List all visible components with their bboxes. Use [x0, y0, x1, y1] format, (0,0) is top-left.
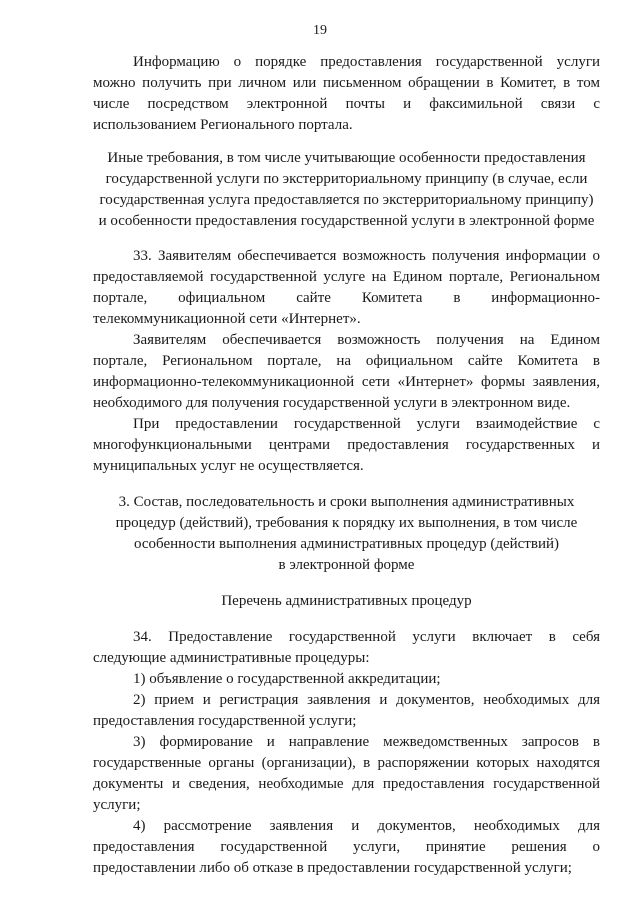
text-line: 33. Заявителям обеспечивается возможность получения информации о: [133, 248, 600, 264]
text-line: 34. Предоставление государственной услуги включает в себя: [133, 629, 600, 645]
text-line: государственные органы (организации), в распоряжении которых находятся: [93, 755, 600, 771]
list-item: [93, 816, 600, 879]
list-item: [93, 732, 600, 816]
heading-other-requirements: [93, 148, 600, 232]
text-line: муниципальных услуг не осуществляется.: [93, 458, 364, 474]
heading-line: и особенности предоставления государственной услуги в электронной форме: [98, 213, 595, 229]
text-line: телекоммуникационной сети «Интернет».: [93, 311, 361, 327]
list-item: 1) объявление о государственной аккредитации;: [133, 671, 441, 687]
heading-line: 3. Состав, последовательность и сроки выполнения административных: [118, 494, 575, 510]
text-line: Информацию о порядке предоставления государственной услуги: [133, 54, 600, 70]
text-line: необходимого для получения государственной услуги в электронном виде.: [93, 395, 571, 411]
heading-line: государственная услуга предоставляется по экстерриториальному принципу): [99, 192, 594, 208]
procedures-list-heading: Перечень административных процедур: [221, 593, 472, 609]
text-line: портале, официальном сайте Комитета в информационно-: [93, 290, 600, 306]
section-3-heading: [93, 492, 600, 576]
text-line: 3) формирование и направление межведомственных запросов в: [133, 734, 600, 750]
text-line: информационно-телекоммуникационной сети «Интернет» формы заявления,: [93, 374, 600, 390]
page-content: [93, 52, 600, 879]
text-line: документы и сведения, необходимые для предоставления государственной: [93, 776, 600, 792]
heading-line: процедур (действий), требования к порядку их выполнения, в том числе: [115, 515, 578, 531]
text-line: следующие административные процедуры:: [93, 650, 370, 666]
page-number: 19: [313, 23, 327, 38]
text-line: услуги;: [93, 797, 141, 813]
text-line: предоставления государственной услуги;: [93, 713, 357, 729]
text-line: Заявителям обеспечивается возможность получения на Едином: [133, 332, 600, 348]
text-line: числе посредством электронной почты и факсимильной связи с: [93, 96, 600, 112]
paragraph-33-mfc: [93, 414, 600, 477]
heading-line: Иные требования, в том числе учитывающие особенности предоставления: [107, 150, 586, 166]
paragraph-33: [93, 246, 600, 330]
text-line: использованием Регионального портала.: [93, 117, 353, 133]
text-line: предоставления государственной услуги, принятие решения о: [93, 839, 600, 855]
paragraph-34: [93, 627, 600, 669]
heading-line: в электронной форме: [278, 557, 415, 573]
info-paragraph: [93, 52, 600, 136]
text-line: При предоставлении государственной услуги взаимодействие с: [133, 416, 600, 432]
text-line: 2) прием и регистрация заявления и документов, необходимых для: [133, 692, 600, 708]
list-item: [93, 690, 600, 732]
text-line: предоставлении либо об отказе в предоставлении государственной услуги;: [93, 860, 572, 876]
text-line: 4) рассмотрение заявления и документов, необходимых для: [133, 818, 600, 834]
text-line: портале, Региональном портале, на официальном сайте Комитета в: [93, 353, 600, 369]
text-line: можно получить при личном или письменном обращении в Комитет, в том: [93, 75, 600, 91]
paragraph-33-forms: [93, 330, 600, 414]
text-line: предоставляемой государственной услуге на Едином портале, Региональном: [93, 269, 600, 285]
procedure-list: [93, 669, 600, 879]
text-line: многофункциональными центрами предоставления государственных и: [93, 437, 600, 453]
heading-line: государственной услуги по экстерриториальному принципу (в случае, если: [105, 171, 588, 187]
heading-line: особенности выполнения административных процедур (действий): [133, 536, 559, 552]
